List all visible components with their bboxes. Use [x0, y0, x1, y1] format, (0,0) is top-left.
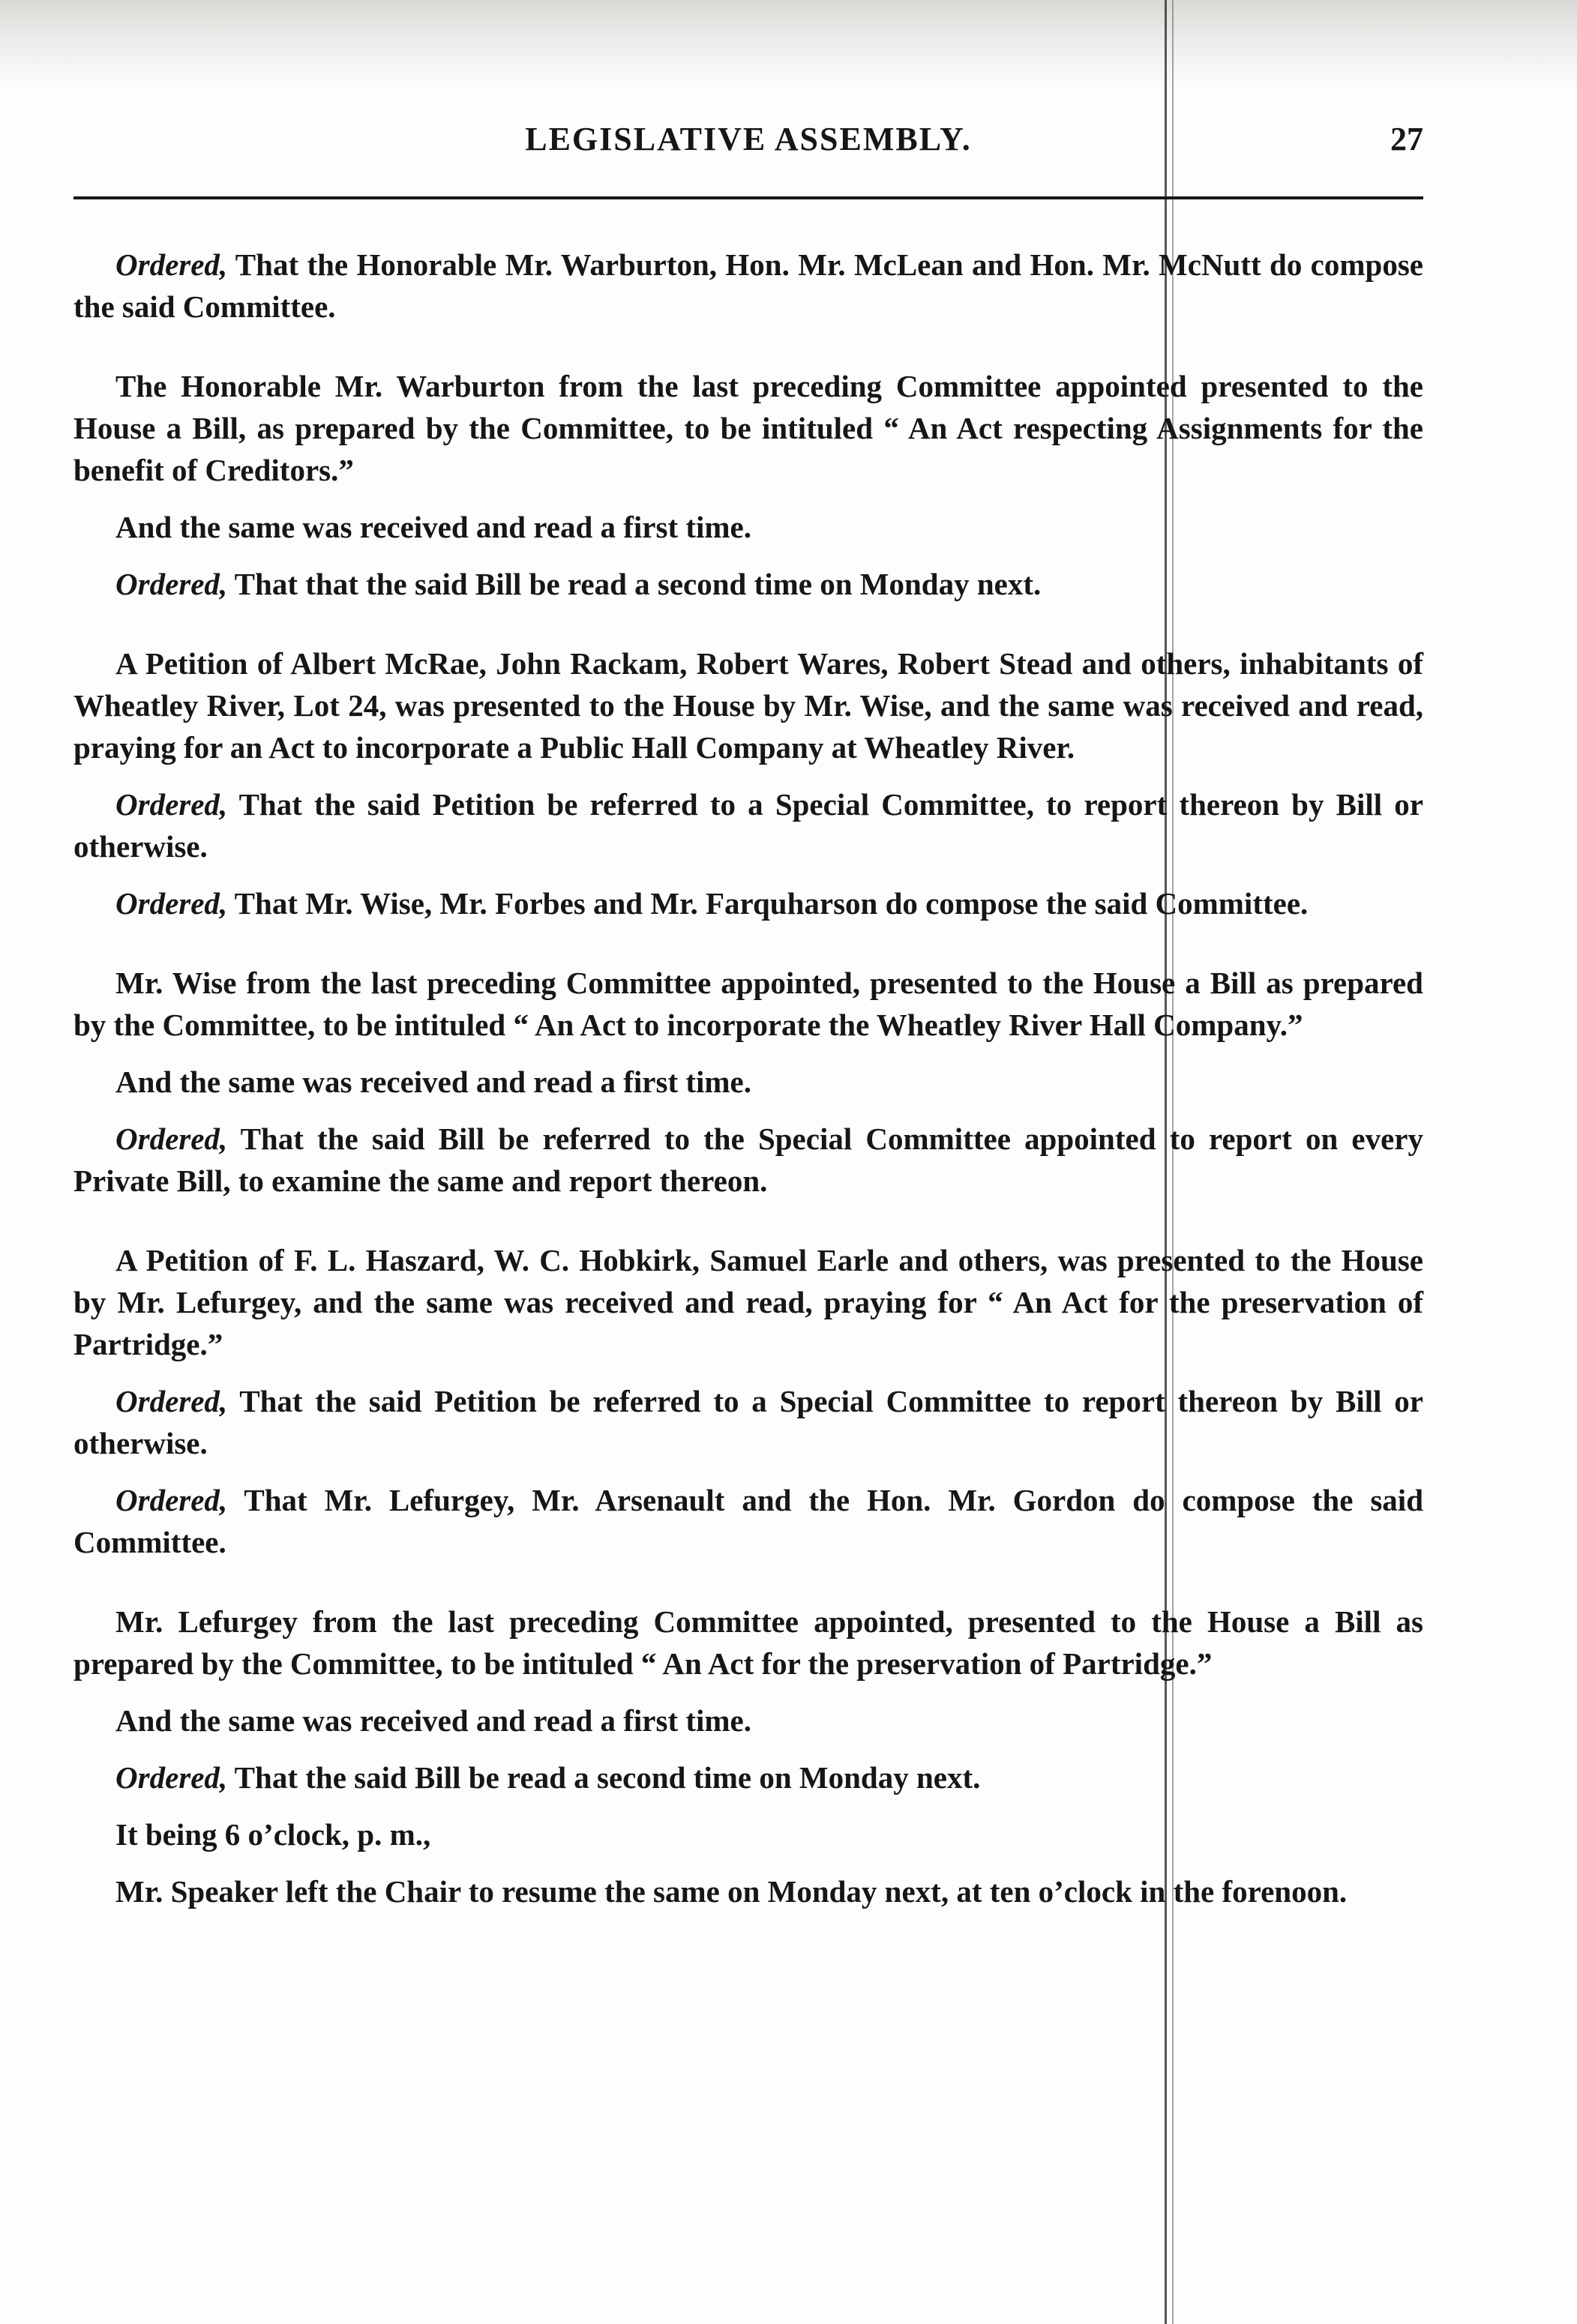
- page-number: 27: [1390, 121, 1423, 157]
- paragraph-text: Mr. Lefurgey from the last preceding Committee appointed, presented to the House a Bill as prepared by the Committee, to be intituled “ An Act for the preservation of Partridge.”: [73, 1604, 1423, 1681]
- header-rule: [73, 196, 1423, 199]
- paragraph-text: The Honorable Mr. Warburton from the last preceding Committee appointed presented to the House a Bill, as prepared by the Committee, to be intituled “ An Act respecting Assignments for the benefit of Creditors.”: [73, 369, 1423, 487]
- ordered-lead: Ordered,: [115, 1483, 228, 1517]
- paragraph: [73, 1813, 1423, 1855]
- paragraph: [73, 783, 1423, 867]
- paragraph: [73, 1601, 1423, 1685]
- paragraph-text: A Petition of F. L. Haszard, W. C. Hobkirk, Samuel Earle and others, was presented to the House by Mr. Lefurgey, and the same was received and read, praying for “ An Act for the preservation of Partridge.”: [73, 1243, 1423, 1361]
- paragraph: [73, 1756, 1423, 1798]
- ordered-lead: Ordered,: [115, 787, 228, 822]
- paragraph-text: And the same was received and read a first time.: [115, 510, 751, 544]
- ordered-lead: Ordered,: [115, 886, 228, 921]
- paragraph-text: That Mr. Wise, Mr. Forbes and Mr. Farquharson do compose the said Committee.: [227, 886, 1309, 921]
- paragraph: [73, 642, 1423, 768]
- paragraph-text: Mr. Speaker left the Chair to resume the same on Monday next, at ten o’clock in the forenoon.: [115, 1874, 1348, 1909]
- paragraph: [73, 563, 1423, 605]
- paragraph: [73, 1479, 1423, 1563]
- paragraph: [73, 882, 1423, 924]
- paragraph: [73, 962, 1423, 1046]
- paragraph: [73, 1118, 1423, 1202]
- paragraph-text: That the said Petition be referred to a Special Committee, to report thereon by Bill or otherwise.: [73, 787, 1423, 864]
- paragraph-text: That Mr. Lefurgey, Mr. Arsenault and the Hon. Mr. Gordon do compose the said Committee.: [73, 1483, 1423, 1559]
- running-title: LEGISLATIVE ASSEMBLY.: [525, 121, 972, 157]
- ordered-lead: Ordered,: [115, 567, 228, 601]
- paragraph-text: And the same was received and read a first time.: [115, 1065, 751, 1099]
- paragraph-text: That the said Petition be referred to a Special Committee to report thereon by Bill or otherwise.: [73, 1384, 1423, 1460]
- paragraph-text: It being 6 o’clock, p. m.,: [115, 1817, 431, 1852]
- paragraph: [73, 506, 1423, 548]
- paragraph: [73, 1239, 1423, 1365]
- paragraph: [73, 1061, 1423, 1103]
- paragraph-text: That the said Bill be referred to the Special Committee appointed to report on every Private Bill, to examine the same and report thereon.: [73, 1122, 1423, 1198]
- page-header: [73, 120, 1423, 172]
- ordered-lead: Ordered,: [115, 1384, 228, 1418]
- scan-shadow: [0, 0, 1577, 90]
- journal-body: [73, 244, 1423, 1912]
- ordered-lead: Ordered,: [115, 1122, 228, 1156]
- paragraph-text: That the Honorable Mr. Warburton, Hon. Mr. McLean and Hon. Mr. McNutt do compose the said Committee.: [73, 247, 1423, 324]
- paragraph-text: That the said Bill be read a second time on Monday next.: [227, 1760, 981, 1795]
- paragraph: [73, 365, 1423, 491]
- paragraph-text: A Petition of Albert McRae, John Rackam, Robert Wares, Robert Stead and others, inhabitants of Wheatley River, Lot 24, was presented to the House by Mr. Wise, and the same was received and read, praying for an Act to incorporate a Public Hall Company at Wheatley River.: [73, 646, 1423, 765]
- paragraph: [73, 244, 1423, 328]
- paragraph-text: Mr. Wise from the last preceding Committee appointed, presented to the House a Bill as prepared by the Committee, to be intituled “ An Act to incorporate the Wheatley River Hall Company.”: [73, 966, 1423, 1042]
- paragraph: [73, 1870, 1423, 1912]
- paragraph-text: That that the said Bill be read a second time on Monday next.: [227, 567, 1042, 601]
- paragraph: [73, 1700, 1423, 1742]
- ordered-lead: Ordered,: [115, 1760, 228, 1795]
- paragraph-text: And the same was received and read a first time.: [115, 1703, 751, 1738]
- ordered-lead: Ordered,: [115, 247, 228, 282]
- paragraph: [73, 1380, 1423, 1464]
